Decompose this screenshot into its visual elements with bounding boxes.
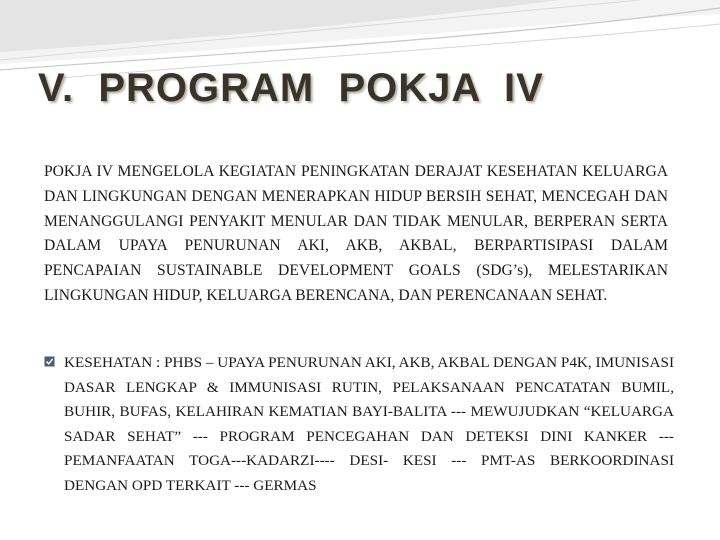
- bullet-item: [44, 351, 674, 498]
- slide-title: V. PROGRAM POKJA IV: [38, 66, 544, 110]
- bullet-list: [44, 351, 674, 498]
- bullet-text: KESEHATAN : PHBS – UPAYA PENURUNAN AKI, AKB, AKBAL DENGAN P4K, IMUNISASI DASAR LENGKAP & IMMUNISASI RUTIN, PELAKSANAAN PENCATATAN BUMIL, BUHIR, BUFAS, KELAHIRAN KEMATIAN BAYI-BALITA --- MEWUJUDKAN “KELUARGA SADAR SEHAT” --- PROGRAM PENCEGAHAN DAN DETEKSI DINI KANKER --- PEMANFAATAN TOGA---KADARZI---- DESI- KESI --- PMT-AS BERKOORDINASI DENGAN OPD TERKAIT --- GERMAS: [64, 354, 674, 494]
- intro-paragraph: POKJA IV MENGELOLA KEGIATAN PENINGKATAN DERAJAT KESEHATAN KELUARGA DAN LINGKUNGAN DENGAN MENERAPKAN HIDUP BERSIH SEHAT, MENCEGAH DAN MENANGGULANGI PENYAKIT MENULAR DAN TIDAK MENULAR, BERPERAN SERTA DALAM UPAYA PENURUNAN AKI, AKB, AKBAL, BERPARTISIPASI DALAM PENCAPAIAN SUSTAINABLE DEVELOPMENT GOALS (SDG’s), MELESTARIKAN LINGKUNGAN HIDUP, KELUARGA BERENCANA, DAN PERENCANAAN SEHAT.: [44, 163, 668, 304]
- checkbox-bullet-icon: [44, 356, 55, 367]
